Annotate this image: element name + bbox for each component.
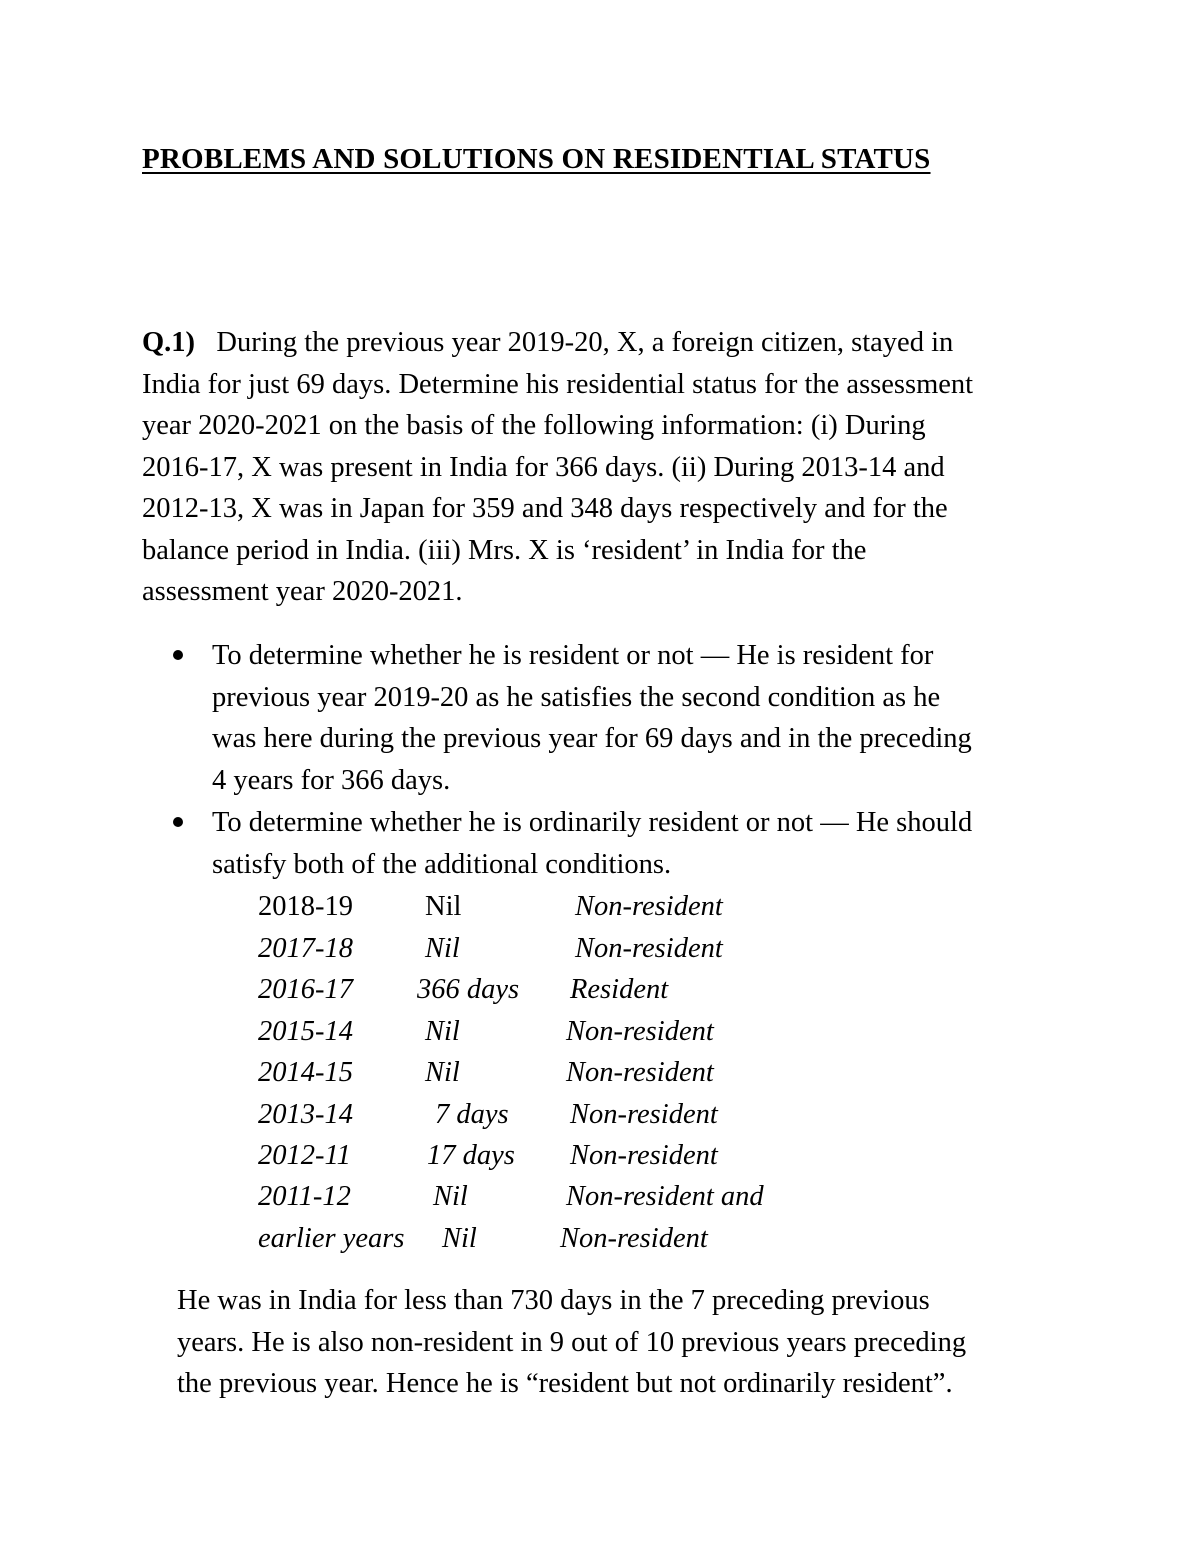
question-line-1 — [142, 322, 1072, 364]
row-days: 366 days — [417, 974, 520, 1005]
row-status: Resident — [570, 974, 669, 1005]
row-status: Non-resident — [566, 1057, 714, 1088]
row-year: 2017-18 — [258, 933, 353, 964]
bullet-1-line-4: 4 years for 366 days. — [212, 764, 451, 796]
bullet-1-line-3: was here during the previous year for 69 days and in the preceding — [212, 723, 972, 754]
question-line-2: India for just 69 days. Determine his residential status for the assessment — [142, 368, 974, 400]
row-days: Nil — [442, 1223, 477, 1254]
row-status: Non-resident — [575, 891, 723, 922]
conclusion-line-2: years. He is also non-resident in 9 out of 10 previous years preceding — [177, 1326, 967, 1358]
bullet-dot-icon — [173, 817, 183, 827]
row-days: Nil — [433, 1181, 468, 1212]
question-1 — [142, 322, 1072, 613]
bullet-dot-icon — [173, 650, 183, 660]
row-year: 2013-14 — [258, 1099, 353, 1130]
row-days: 7 days — [435, 1099, 509, 1130]
conclusion-line-1: He was in India for less than 730 days in the 7 preceding previous — [177, 1285, 930, 1316]
question-line-5: 2012-13, X was in Japan for 359 and 348 days respectively and for the — [142, 493, 948, 524]
row-year: earlier years — [258, 1223, 405, 1254]
conclusion-paragraph — [177, 1280, 1077, 1405]
row-year: 2015-14 — [258, 1016, 353, 1047]
row-year: 2016-17 — [258, 974, 353, 1005]
bullet-item-ordinarily-resident — [212, 802, 1082, 885]
row-status: Non-resident — [570, 1140, 718, 1171]
conclusion-line-3: the previous year. Hence he is “resident but not ordinarily resident”. — [177, 1368, 953, 1399]
row-status: Non-resident — [570, 1099, 718, 1130]
row-status: Non-resident — [575, 933, 723, 964]
question-line-3: year 2020-2021 on the basis of the following information: (i) During — [142, 410, 926, 441]
row-status: Non-resident — [566, 1016, 714, 1047]
question-text-1: During the previous year 2019-20, X, a foreign citizen, stayed in — [216, 327, 954, 358]
row-year: 2012-11 — [258, 1140, 351, 1171]
row-days: Nil — [425, 891, 462, 922]
question-line-7: assessment year 2020-2021. — [142, 576, 463, 607]
bullet-item-resident — [212, 635, 1082, 801]
row-days: Nil — [425, 933, 460, 964]
bullet-2-line-1: To determine whether he is ordinarily resident or not — He should — [212, 807, 973, 838]
row-year: 2014-15 — [258, 1057, 353, 1088]
row-status: Non-resident and — [566, 1181, 764, 1212]
bullet-2-line-2: satisfy both of the additional conditions. — [212, 848, 672, 880]
question-line-4: 2016-17, X was present in India for 366 days. (ii) During 2013-14 and — [142, 451, 945, 483]
bullet-1-line-2: previous year 2019-20 as he satisfies the second condition as he — [212, 681, 941, 713]
row-days: Nil — [425, 1016, 460, 1047]
row-status: Non-resident — [560, 1223, 708, 1254]
row-days: 17 days — [427, 1140, 515, 1171]
question-label: Q.1) — [142, 327, 196, 358]
bullet-1-line-1: To determine whether he is resident or not — He is resident for — [212, 640, 934, 671]
question-line-6: balance period in India. (iii) Mrs. X is ‘resident’ in India for the — [142, 534, 867, 566]
row-year: 2011-12 — [258, 1181, 351, 1212]
row-year: 2018-19 — [258, 891, 353, 922]
row-days: Nil — [425, 1057, 460, 1088]
page-title: PROBLEMS AND SOLUTIONS ON RESIDENTIAL STATUS — [142, 143, 931, 175]
